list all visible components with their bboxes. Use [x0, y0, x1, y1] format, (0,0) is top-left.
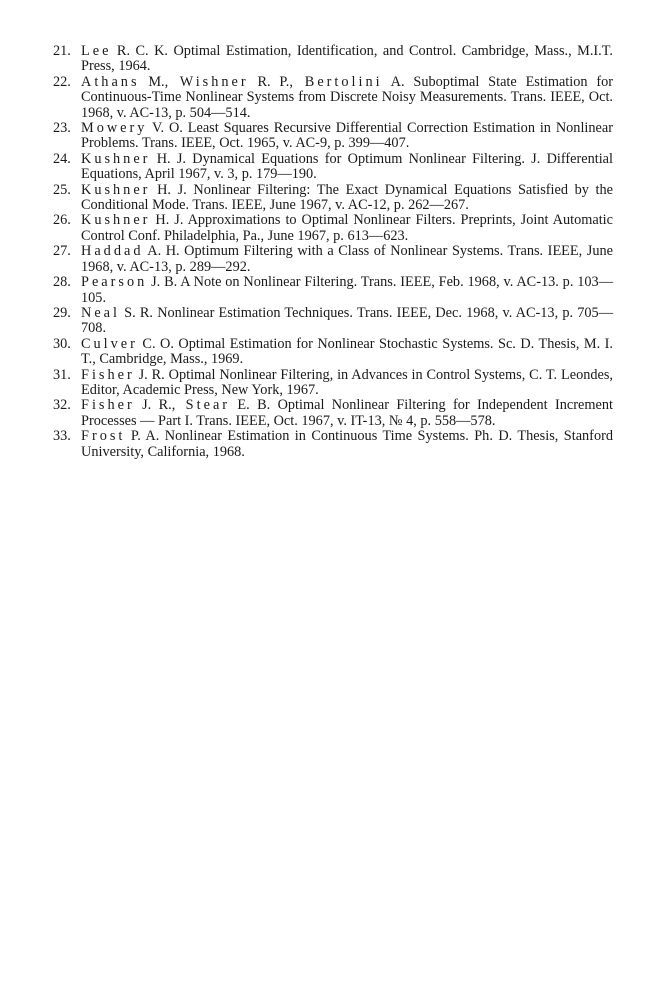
reference-number: 26.: [53, 212, 71, 229]
reference-initials: R. P.,: [248, 73, 293, 90]
reference-author: Pearson: [81, 274, 148, 291]
reference-item: [53, 337, 613, 368]
reference-initials: M.,: [139, 73, 169, 90]
reference-initials: S. R.: [120, 304, 154, 321]
reference-item: [53, 429, 613, 460]
reference-author: Athans: [81, 73, 140, 90]
reference-number: 29.: [53, 304, 71, 321]
reference-initials: E. B.: [230, 397, 271, 414]
reference-item: [53, 275, 613, 306]
reference-item: [53, 306, 613, 337]
reference-text: Nonlinear Filtering: The Exact Dynamical Equations Satisfied by the Conditional Mode. Trans. IEEE, June 1967, v. AC-12, p. 262—267.: [81, 181, 613, 214]
reference-number: 23.: [53, 120, 71, 137]
reference-initials: H. J.: [150, 150, 187, 167]
reference-item: [53, 398, 613, 429]
reference-item: [53, 368, 613, 399]
reference-item: [53, 152, 613, 183]
reference-number: 28.: [53, 274, 71, 291]
reference-number: 32.: [53, 397, 71, 414]
reference-item: [53, 44, 613, 75]
reference-initials: A. H.: [143, 243, 180, 260]
reference-initials: R. C. K.: [111, 43, 168, 59]
reference-number: 22.: [53, 73, 71, 90]
reference-author: Frost: [81, 428, 126, 445]
reference-author: Culver: [81, 335, 138, 352]
reference-text: Least Squares Recursive Differential Correction Estimation in Nonlinear Problems. Trans. IEEE, Oct. 1965, v. AC-9, p. 399—407.: [81, 120, 613, 152]
reference-number: 31.: [53, 366, 71, 383]
reference-initials: J. B.: [147, 274, 178, 291]
reference-text: Optimum Filtering with a Class of Nonlinear Systems. Trans. IEEE, June 1968, v. AC-13, p. 289—292.: [81, 243, 613, 275]
reference-number: 25.: [53, 181, 71, 198]
reference-list: [53, 44, 613, 460]
reference-text: Suboptimal State Estimation for Continuous-Time Nonlinear Systems from Discrete Noisy Measurements. Trans. IEEE, Oct. 1968, v. AC-13, p. 504—514.: [81, 73, 614, 121]
reference-item: [53, 244, 613, 275]
reference-author: Mowery: [81, 120, 148, 137]
reference-number: 24.: [53, 150, 71, 167]
reference-author: Neal: [81, 304, 120, 321]
reference-author: Haddad: [81, 243, 144, 260]
reference-item: [53, 121, 613, 152]
reference-initials: V. O.: [147, 120, 183, 137]
reference-item: [53, 213, 613, 244]
reference-initials: C. O.: [137, 335, 174, 352]
reference-text: Optimal Nonlinear Filtering for Independent Increment Processes — Part I. Trans. IEEE, Oct. 1967, v. IT-13, № 4, p. 558—578.: [81, 397, 613, 429]
reference-initials: H. J.: [150, 212, 184, 229]
reference-author: Stear: [175, 397, 231, 414]
reference-number: 33.: [53, 428, 71, 445]
reference-author: Kushner: [81, 181, 151, 198]
reference-initials: J. R.: [134, 366, 165, 383]
reference-author: Kushner: [81, 150, 151, 167]
reference-text: Nonlinear Estimation Techniques. Trans. IEEE, Dec. 1968, v. AC-13, p. 705—708.: [81, 304, 613, 337]
reference-text: Optimal Estimation for Nonlinear Stochastic Systems. Sc. D. Thesis, M. I. T., Cambridge, Mass., 1969.: [81, 335, 613, 368]
reference-author: Wishner: [168, 73, 249, 90]
reference-text: Dynamical Equations for Optimum Nonlinear Filtering. J. Differential Equations, April 1967, v. 3, p. 179—190.: [81, 150, 613, 183]
reference-text: Optimal Nonlinear Filtering, in Advances in Control Systems, C. T. Leondes, Editor, Academic Press, New York, 1967.: [81, 366, 614, 398]
reference-author: Lee: [81, 43, 112, 59]
reference-number: 21.: [53, 43, 71, 59]
reference-item: [53, 183, 613, 214]
reference-author: Fisher: [81, 366, 135, 383]
reference-item: [53, 75, 613, 121]
reference-author: Fisher: [81, 397, 135, 414]
reference-number: 30.: [53, 335, 71, 352]
reference-initials: J. R.,: [134, 397, 176, 414]
reference-text: Optimal Estimation, Identification, and Control. Cambridge, Mass., M.I.T. Press, 1964.: [81, 43, 614, 75]
reference-author: Bertolini: [292, 73, 383, 90]
reference-number: 27.: [53, 243, 71, 260]
reference-text: A Note on Nonlinear Filtering. Trans. IEEE, Feb. 1968, v. AC-13. p. 103—105.: [81, 274, 613, 306]
reference-text: Nonlinear Estimation in Continuous Time Systems. Ph. D. Thesis, Stanford University, California, 1968.: [81, 428, 614, 460]
reference-text: Approximations to Optimal Nonlinear Filters. Preprints, Joint Automatic Control Conf. Philadelphia, Pa., June 1967, p. 613—623.: [81, 212, 614, 244]
reference-author: Kushner: [81, 212, 151, 229]
reference-initials: A.: [382, 73, 405, 90]
reference-initials: H. J.: [150, 181, 187, 198]
reference-initials: P. A.: [125, 428, 160, 445]
